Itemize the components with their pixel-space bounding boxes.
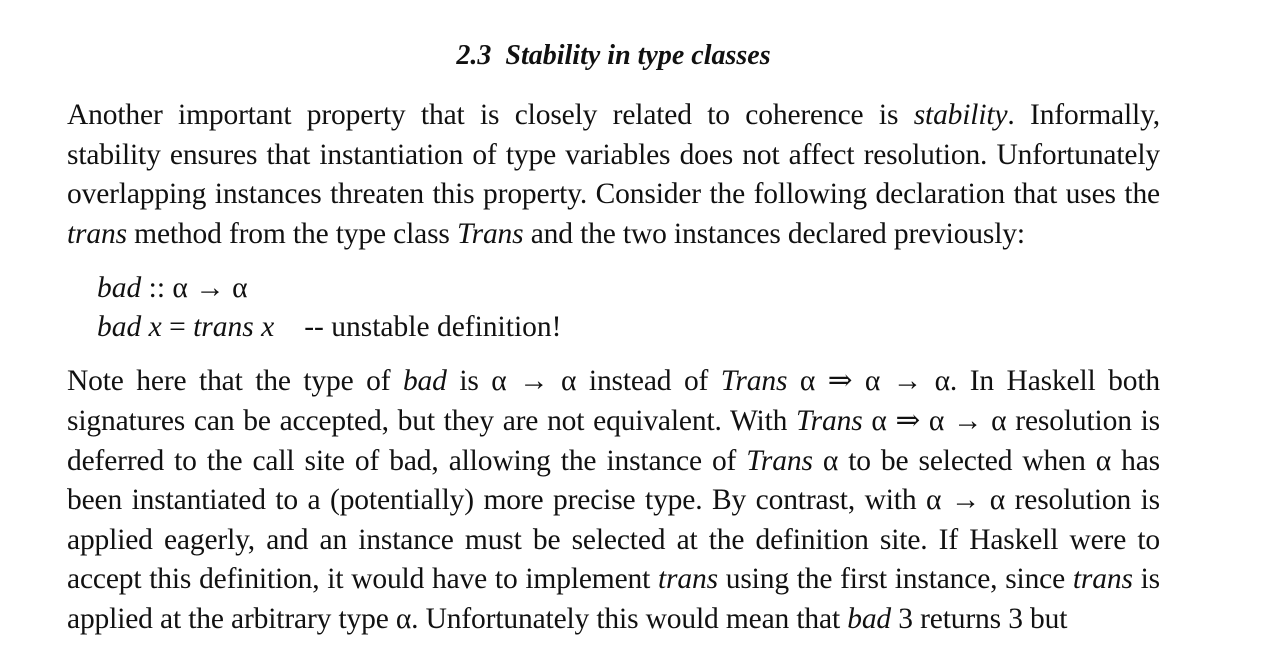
code-line-definition <box>97 308 1160 347</box>
code-identifier: bad <box>97 272 142 305</box>
emphasis-trans-class: Trans <box>746 444 813 477</box>
code-comment: -- unstable definition! <box>304 311 562 344</box>
code-line-signature <box>97 269 1160 308</box>
emphasis-trans-class: Trans <box>456 217 524 250</box>
emphasis-stability: stability <box>913 99 1008 131</box>
emphasis-bad: bad <box>402 365 447 398</box>
text-run: Another important property that is closely related to coherence is <box>67 99 914 131</box>
section-number: 2.3 <box>456 40 492 71</box>
code-block <box>97 269 1160 347</box>
emphasis-trans-class: Trans <box>720 365 788 398</box>
text-run: using the first instance, since <box>717 563 1073 596</box>
text-run: method from the type class <box>126 217 457 250</box>
code-rhs: trans x <box>193 311 275 344</box>
text-run: 3 returns 3 but <box>891 602 1068 635</box>
emphasis-trans-method: trans <box>67 217 127 250</box>
paragraph-stability-explanation <box>67 362 1160 639</box>
text-run: is applied at the arbitrary type α. Unfortunately this would mean that <box>67 563 1161 635</box>
text-run: α ⇒ α → α. In Haskell both signatures can be accepted, but they are not equivalent. With <box>67 365 1161 437</box>
text-run: is α → α instead of <box>446 365 721 398</box>
code-type-signature: :: α → α <box>141 272 248 305</box>
text-run: α to be selected when α has been instantiated to a (potentially) more precise type. By contrast, with α → α resolution is applied eagerly, and an instance must be selected at the definition site. If Haskell were to accept this definition, it would have to implement <box>67 444 1160 596</box>
text-run: . Informally, stability ensures that instantiation of type variables does not affect resolution. Unfortunately overlapping instances threaten this property. Consider the following declaration that uses the <box>67 99 1160 211</box>
emphasis-trans-method: trans <box>658 563 718 596</box>
emphasis-bad: bad <box>847 602 892 635</box>
text-run: and the two instances declared previously: <box>523 217 1025 250</box>
code-lhs: bad x <box>97 311 162 344</box>
text-run: α ⇒ α → α resolution is deferred to the call site of bad, allowing the instance of <box>67 404 1160 477</box>
section-title: Stability in type classes <box>505 40 771 71</box>
code-equals: = <box>161 311 194 344</box>
paper-page <box>67 0 1160 640</box>
section-heading <box>67 0 1160 74</box>
paragraph-stability-intro <box>67 96 1160 254</box>
text-run: Note here that the type of <box>67 365 403 398</box>
emphasis-trans-class: Trans <box>796 404 863 437</box>
emphasis-trans-method: trans <box>1072 563 1133 596</box>
